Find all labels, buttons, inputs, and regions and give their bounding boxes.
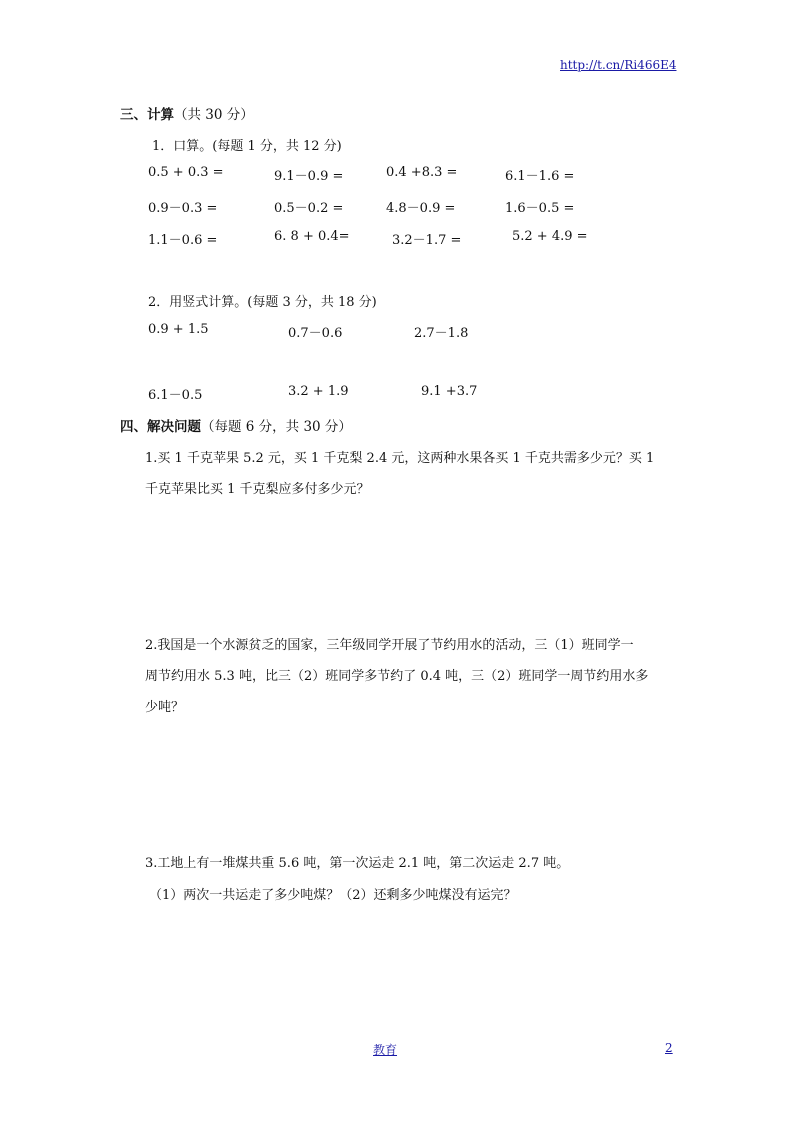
part-1-title: 1．口算。(每题 1 分，共 12 分) bbox=[152, 139, 342, 154]
mental-math-item: 1.6－0.5 = bbox=[505, 201, 575, 216]
question-3-line-2: （1）两次一共运走了多少吨煤？（2）还剩多少吨煤没有运完？ bbox=[149, 888, 517, 903]
mental-math-item: 1.1－0.6 = bbox=[148, 233, 218, 248]
section-4-heading bbox=[120, 415, 352, 435]
section-3-score: （共 30 分） bbox=[174, 107, 254, 123]
mental-math-item: 4.8－0.9 = bbox=[386, 201, 456, 216]
mental-math-item: 6.1－1.6 = bbox=[505, 169, 575, 184]
mental-math-item: 0.9－0.3 = bbox=[148, 201, 218, 216]
vertical-calc-item: 6.1－0.5 bbox=[148, 388, 203, 403]
mental-math-row-1 bbox=[148, 165, 668, 185]
page-number: 2 bbox=[665, 1041, 673, 1055]
vertical-calc-item: 0.7－0.6 bbox=[288, 326, 343, 341]
vertical-calc-item: 0.9 + 1.5 bbox=[148, 322, 209, 337]
mental-math-item: 3.2－1.7 = bbox=[392, 233, 462, 248]
vertical-calc-item: 3.2 + 1.9 bbox=[288, 384, 349, 399]
question-1-line-2: 千克苹果比买 1 千克梨应多付多少元？ bbox=[145, 482, 370, 497]
mental-math-item: 6. 8 + 0.4= bbox=[274, 229, 350, 244]
mental-math-item: 0.4 +8.3 = bbox=[386, 165, 458, 180]
section-3-heading bbox=[120, 103, 254, 123]
question-3-line-1: 3.工地上有一堆煤共重 5.6 吨，第一次运走 2.1 吨，第二次运走 2.7 吨。 bbox=[145, 856, 570, 871]
mental-math-row-2 bbox=[148, 197, 668, 217]
question-2-line-1: 2.我国是一个水源贫乏的国家，三年级同学开展了节约用水的活动，三（1）班同学一 bbox=[145, 638, 634, 653]
header-link[interactable]: http://t.cn/Ri466E4 bbox=[560, 58, 677, 72]
mental-math-item: 0.5－0.2 = bbox=[274, 201, 344, 216]
vertical-calc-row-1 bbox=[148, 322, 668, 342]
vertical-calc-item: 2.7－1.8 bbox=[414, 326, 469, 341]
section-3-title: 三、计算 bbox=[120, 107, 174, 123]
question-2-line-2: 周节约用水 5.3 吨，比三（2）班同学多节约了 0.4 吨，三（2）班同学一周节约用水多 bbox=[145, 669, 649, 684]
question-2-line-3: 少吨？ bbox=[145, 700, 185, 715]
section-4-score: （每题 6 分，共 30 分） bbox=[201, 419, 352, 435]
question-1-line-1: 1.买 1 千克苹果 5.2 元，买 1 千克梨 2.4 元，这两种水果各买 1 千克共需多少元？买 1 bbox=[145, 451, 655, 466]
vertical-calc-row-2 bbox=[148, 384, 668, 404]
mental-math-item: 0.5 + 0.3 = bbox=[148, 165, 224, 180]
mental-math-row-3 bbox=[148, 229, 668, 249]
mental-math-item: 9.1－0.9 = bbox=[274, 169, 344, 184]
section-4-title: 四、解决问题 bbox=[120, 419, 201, 435]
footer-link[interactable]: 教育 bbox=[373, 1043, 398, 1057]
vertical-calc-item: 9.1 +3.7 bbox=[421, 384, 478, 399]
part-2-title: 2．用竖式计算。(每题 3 分，共 18 分) bbox=[148, 295, 377, 310]
mental-math-item: 5.2 + 4.9 = bbox=[512, 229, 588, 244]
